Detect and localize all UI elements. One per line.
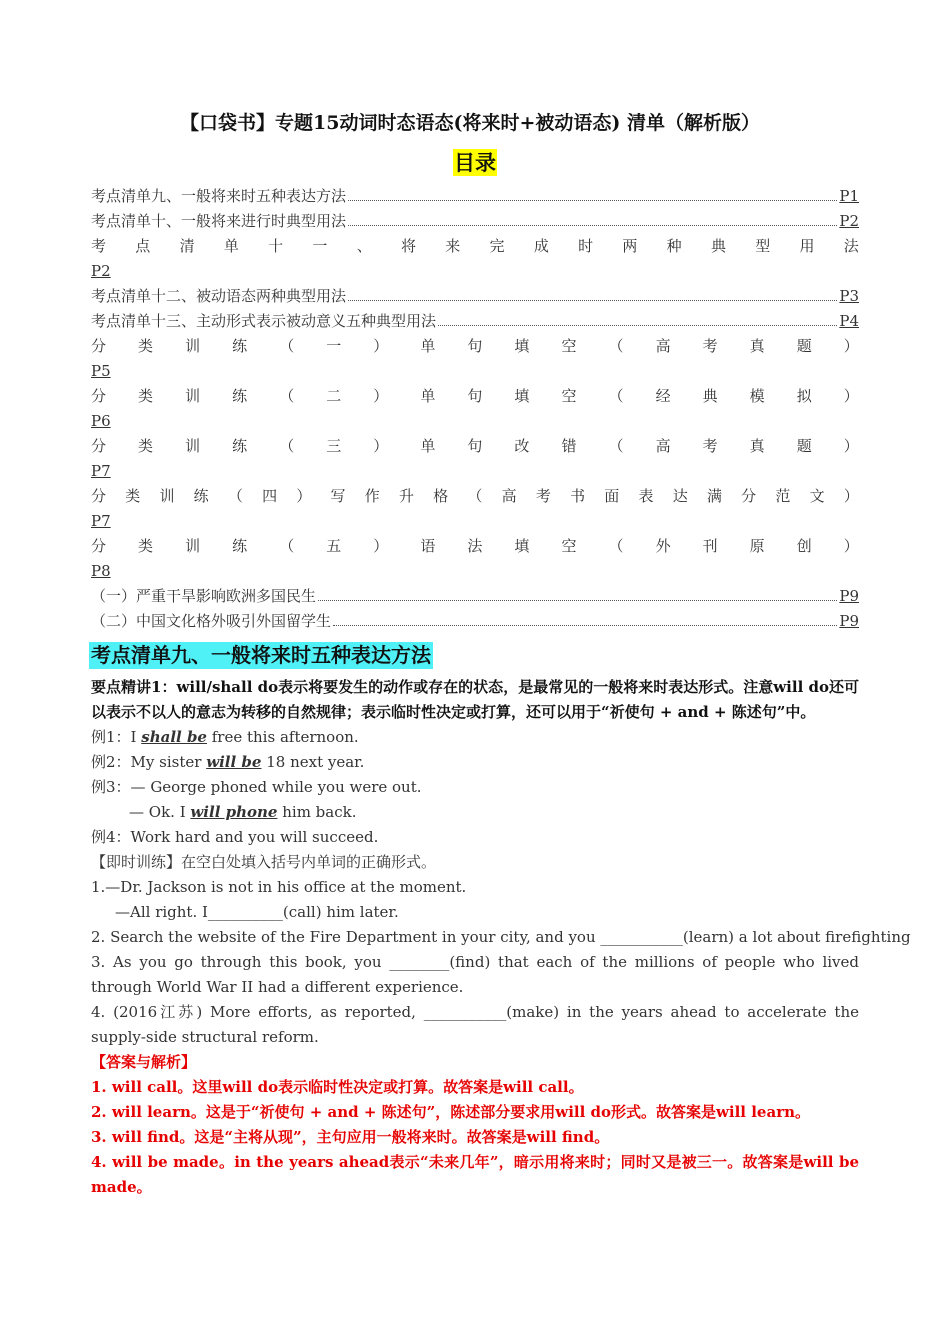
toc-entry-label: （二）中国文化格外吸引外国留学生 (91, 612, 332, 630)
toc-leader-dots (438, 324, 837, 326)
toc-leader-dots (318, 599, 837, 601)
question-2: 2. Search the website of the Fire Department in your city, and you ___________(learn) a lot about firefighting (91, 928, 911, 946)
toc-entry[interactable] (91, 309, 859, 334)
toc-page-link[interactable]: P2 (839, 212, 859, 230)
question-3: 3. As you go through this book, you ________(find) that each of the millions of people who lived through World War II had a different experience. (91, 953, 859, 996)
example-2: 例2：My sister will be 18 next year. (91, 753, 365, 771)
toc-entry-label: 考点清单九、一般将来时五种表达方法 (91, 187, 347, 205)
toc-page-link[interactable]: P2 (91, 262, 111, 280)
answer-heading: 【答案与解析】 (91, 1053, 197, 1071)
toc-page-link[interactable]: P9 (839, 612, 859, 630)
toc-entry[interactable] (91, 584, 859, 609)
toc-entry-label: 分 类 训 练 （ 三 ） 单 句 改 错 （ 高 考 真 题 ） (91, 437, 859, 455)
document-title: 【口袋书】专题15动词时态语态(将来时+被动语态) 清单（解析版） (180, 112, 760, 134)
toc-entry-label: （一）严重干旱影响欧洲多国民生 (91, 587, 317, 605)
toc-heading: 目录 (454, 150, 496, 175)
table-of-contents (91, 184, 859, 634)
example-3: 例3：— George phoned while you were out. (91, 778, 422, 796)
toc-entry-label: 分 类 训 练 （ 五 ） 语 法 填 空 （ 外 刊 原 创 ） (91, 537, 859, 555)
document-page (91, 108, 911, 1200)
practice-intro: 【即时训练】在空白处填入括号内单词的正确形式。 (91, 853, 437, 871)
question-1-reply: —All right. I__________(call) him later. (115, 903, 399, 921)
toc-leader-dots (348, 299, 837, 301)
answer-4: 4. will be made。in the years ahead表示“未来几年”，暗示用将来时；同时又是被三一。故答案是will be made。 (91, 1153, 859, 1196)
answer-1: 1. will call。这里will do表示临时性决定或打算。故答案是will call。 (91, 1078, 584, 1096)
section-heading: 考点清单九、一般将来时五种表达方法 (91, 643, 431, 667)
toc-leader-dots (348, 199, 837, 201)
toc-entry[interactable] (91, 284, 859, 309)
toc-heading-container (91, 149, 859, 176)
keyword: will be (206, 753, 262, 771)
toc-page-link[interactable]: P3 (839, 287, 859, 305)
toc-entry-label: 考点清单十三、主动形式表示被动意义五种典型用法 (91, 312, 437, 330)
toc-entry-label: 考 点 清 单 十 一 、 将 来 完 成 时 两 种 典 型 用 法 (91, 237, 859, 255)
answer-2: 2. will learn。这是于“祈使句 + and + 陈述句”，陈述部分要求用will do形式。故答案是will learn。 (91, 1103, 810, 1121)
keyword: will phone (190, 803, 278, 821)
example-3-reply: — Ok. I will phone him back. (129, 803, 357, 821)
toc-entry[interactable] (91, 384, 859, 434)
example-label: 例4： (91, 828, 131, 846)
toc-page-link[interactable]: P7 (91, 512, 111, 530)
toc-entry[interactable] (91, 234, 859, 284)
toc-page-link[interactable]: P7 (91, 462, 111, 480)
keyword: shall be (141, 728, 207, 746)
example-1: 例1：I shall be free this afternoon. (91, 728, 359, 746)
toc-entry-label: 分 类 训 练 （ 四 ） 写 作 升 格 （ 高 考 书 面 表 达 满 分 范 文 ） (91, 487, 859, 505)
section-body (91, 675, 911, 1200)
answer-3: 3. will find。这是“主将从现”，主句应用一般将来时。故答案是will find。 (91, 1128, 610, 1146)
toc-entry[interactable] (91, 609, 859, 634)
example-label: 例3： (91, 778, 131, 796)
toc-page-link[interactable]: P1 (839, 187, 859, 205)
question-1: 1.—Dr. Jackson is not in his office at the moment. (91, 878, 467, 896)
key-point-paragraph: 要点精讲1：will/shall do表示将要发生的动作或存在的状态，是最常见的一般将来时表达形式。注意will do还可以表示不以人的意志为转移的自然规律；表示临时性决定或打算，还可以用于“祈使句 + and + 陈述句”中。 (91, 678, 859, 721)
example-label: 例2： (91, 753, 131, 771)
example-label: 例1： (91, 728, 131, 746)
toc-entry[interactable] (91, 209, 859, 234)
toc-page-link[interactable]: P6 (91, 412, 111, 430)
toc-entry-label: 分 类 训 练 （ 二 ） 单 句 填 空 （ 经 典 模 拟 ） (91, 387, 859, 405)
toc-leader-dots (348, 224, 837, 226)
toc-page-link[interactable]: P8 (91, 562, 111, 580)
toc-entry[interactable] (91, 184, 859, 209)
toc-entry[interactable] (91, 484, 859, 534)
question-4: 4. (2016江苏) More efforts, as reported, ___________(make) in the years ahead to accelerate the supply-side structural reform. (91, 1003, 859, 1046)
example-4: 例4：Work hard and you will succeed. (91, 828, 379, 846)
toc-entry[interactable] (91, 434, 859, 484)
toc-page-link[interactable]: P4 (839, 312, 859, 330)
toc-entry-label: 考点清单十二、被动语态两种典型用法 (91, 287, 347, 305)
toc-entry[interactable] (91, 334, 859, 384)
toc-entry-label: 考点清单十、一般将来进行时典型用法 (91, 212, 347, 230)
toc-entry-label: 分 类 训 练 （ 一 ） 单 句 填 空 （ 高 考 真 题 ） (91, 337, 859, 355)
toc-entry[interactable] (91, 534, 859, 584)
toc-leader-dots (333, 624, 837, 626)
toc-page-link[interactable]: P5 (91, 362, 111, 380)
toc-page-link[interactable]: P9 (839, 587, 859, 605)
